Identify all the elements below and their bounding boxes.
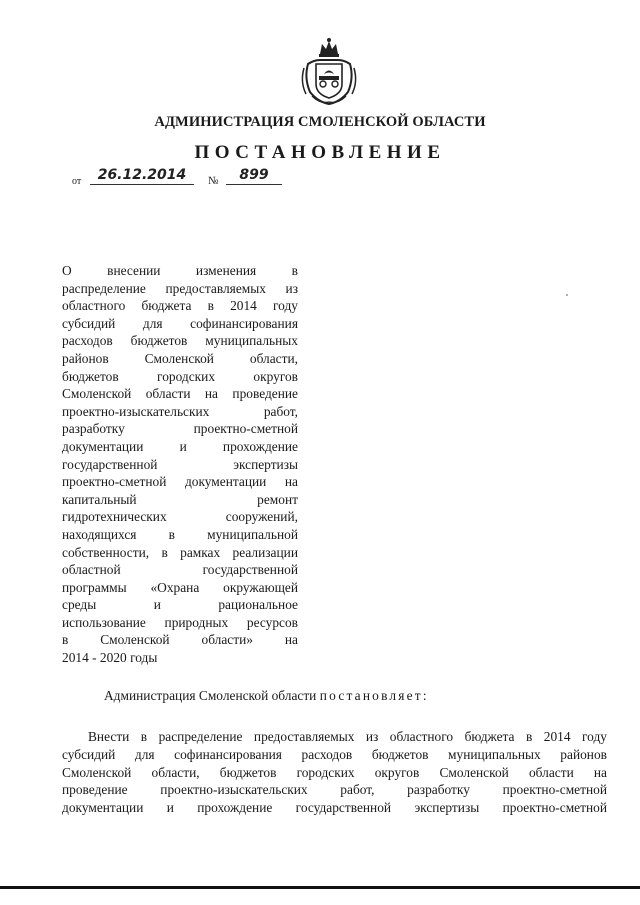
smolensk-coat-of-arms-icon bbox=[298, 34, 360, 106]
subject-line: среды и рациональное bbox=[62, 597, 298, 613]
subject-line: проектно-сметной документации на bbox=[62, 474, 298, 490]
date-prefix: от bbox=[72, 176, 82, 187]
intro-verb: постановляет: bbox=[319, 688, 429, 703]
subject-line: районов Смоленской области, bbox=[62, 350, 298, 366]
subject-line: документации и прохождение bbox=[62, 438, 298, 454]
subject-line: областной государственной bbox=[62, 562, 298, 578]
subject-line: разработку проектно-сметной bbox=[62, 421, 298, 437]
page-bottom-rule bbox=[0, 886, 640, 889]
document-type-title: ПОСТАНОВЛЕНИЕ bbox=[194, 142, 446, 163]
subject-line: в Смоленской области» на bbox=[62, 632, 298, 648]
document-number: 899 bbox=[226, 166, 282, 185]
body-line: документации и прохождение государственной экспертизы проектно-сметной bbox=[62, 800, 607, 816]
subject-line: расходов бюджетов муниципальных bbox=[62, 333, 298, 349]
body-line: проведение проектно-изыскательских работ, разработку проектно-сметной bbox=[62, 782, 607, 798]
number-label: № bbox=[208, 175, 219, 187]
resolution-intro bbox=[104, 688, 429, 704]
subject-line: областного бюджета в 2014 году bbox=[62, 298, 298, 314]
body-line: субсидий для софинансирования расходов бюджетов муниципальных районов bbox=[62, 746, 607, 762]
subject-line: собственности, в рамках реализации bbox=[62, 544, 298, 560]
body-line: Внести в распределение предоставляемых из областного бюджета в 2014 году bbox=[88, 729, 607, 744]
subject-line: проектно-изыскательских работ, bbox=[62, 403, 298, 419]
subject-line: Смоленской области на проведение bbox=[62, 386, 298, 402]
subject-line: находящихся в муниципальной bbox=[62, 526, 298, 542]
subject-line: использование природных ресурсов bbox=[62, 614, 298, 630]
subject-line: государственной экспертизы bbox=[62, 456, 298, 472]
intro-subject: Администрация Смоленской области bbox=[104, 688, 317, 703]
subject-line: субсидий для софинансирования bbox=[62, 315, 298, 331]
document-subject bbox=[62, 262, 298, 667]
subject-line: распределение предоставляемых из bbox=[62, 280, 298, 296]
document-date: 26.12.2014 bbox=[90, 166, 194, 185]
subject-line: программы «Охрана окружающей bbox=[62, 579, 298, 595]
subject-line: О внесении изменения в bbox=[62, 263, 298, 278]
body-line: Смоленской области, бюджетов городских округов Смоленской области на bbox=[62, 764, 607, 780]
organization-title: АДМИНИСТРАЦИЯ СМОЛЕНСКОЙ ОБЛАСТИ bbox=[154, 114, 486, 130]
resolution-body bbox=[62, 728, 607, 817]
subject-line: капитальный ремонт bbox=[62, 491, 298, 507]
subject-line: бюджетов городских округов bbox=[62, 368, 298, 384]
scan-speck bbox=[566, 294, 568, 296]
subject-line: гидротехнических сооружений, bbox=[62, 509, 298, 525]
subject-line: 2014 - 2020 годы bbox=[62, 650, 158, 666]
